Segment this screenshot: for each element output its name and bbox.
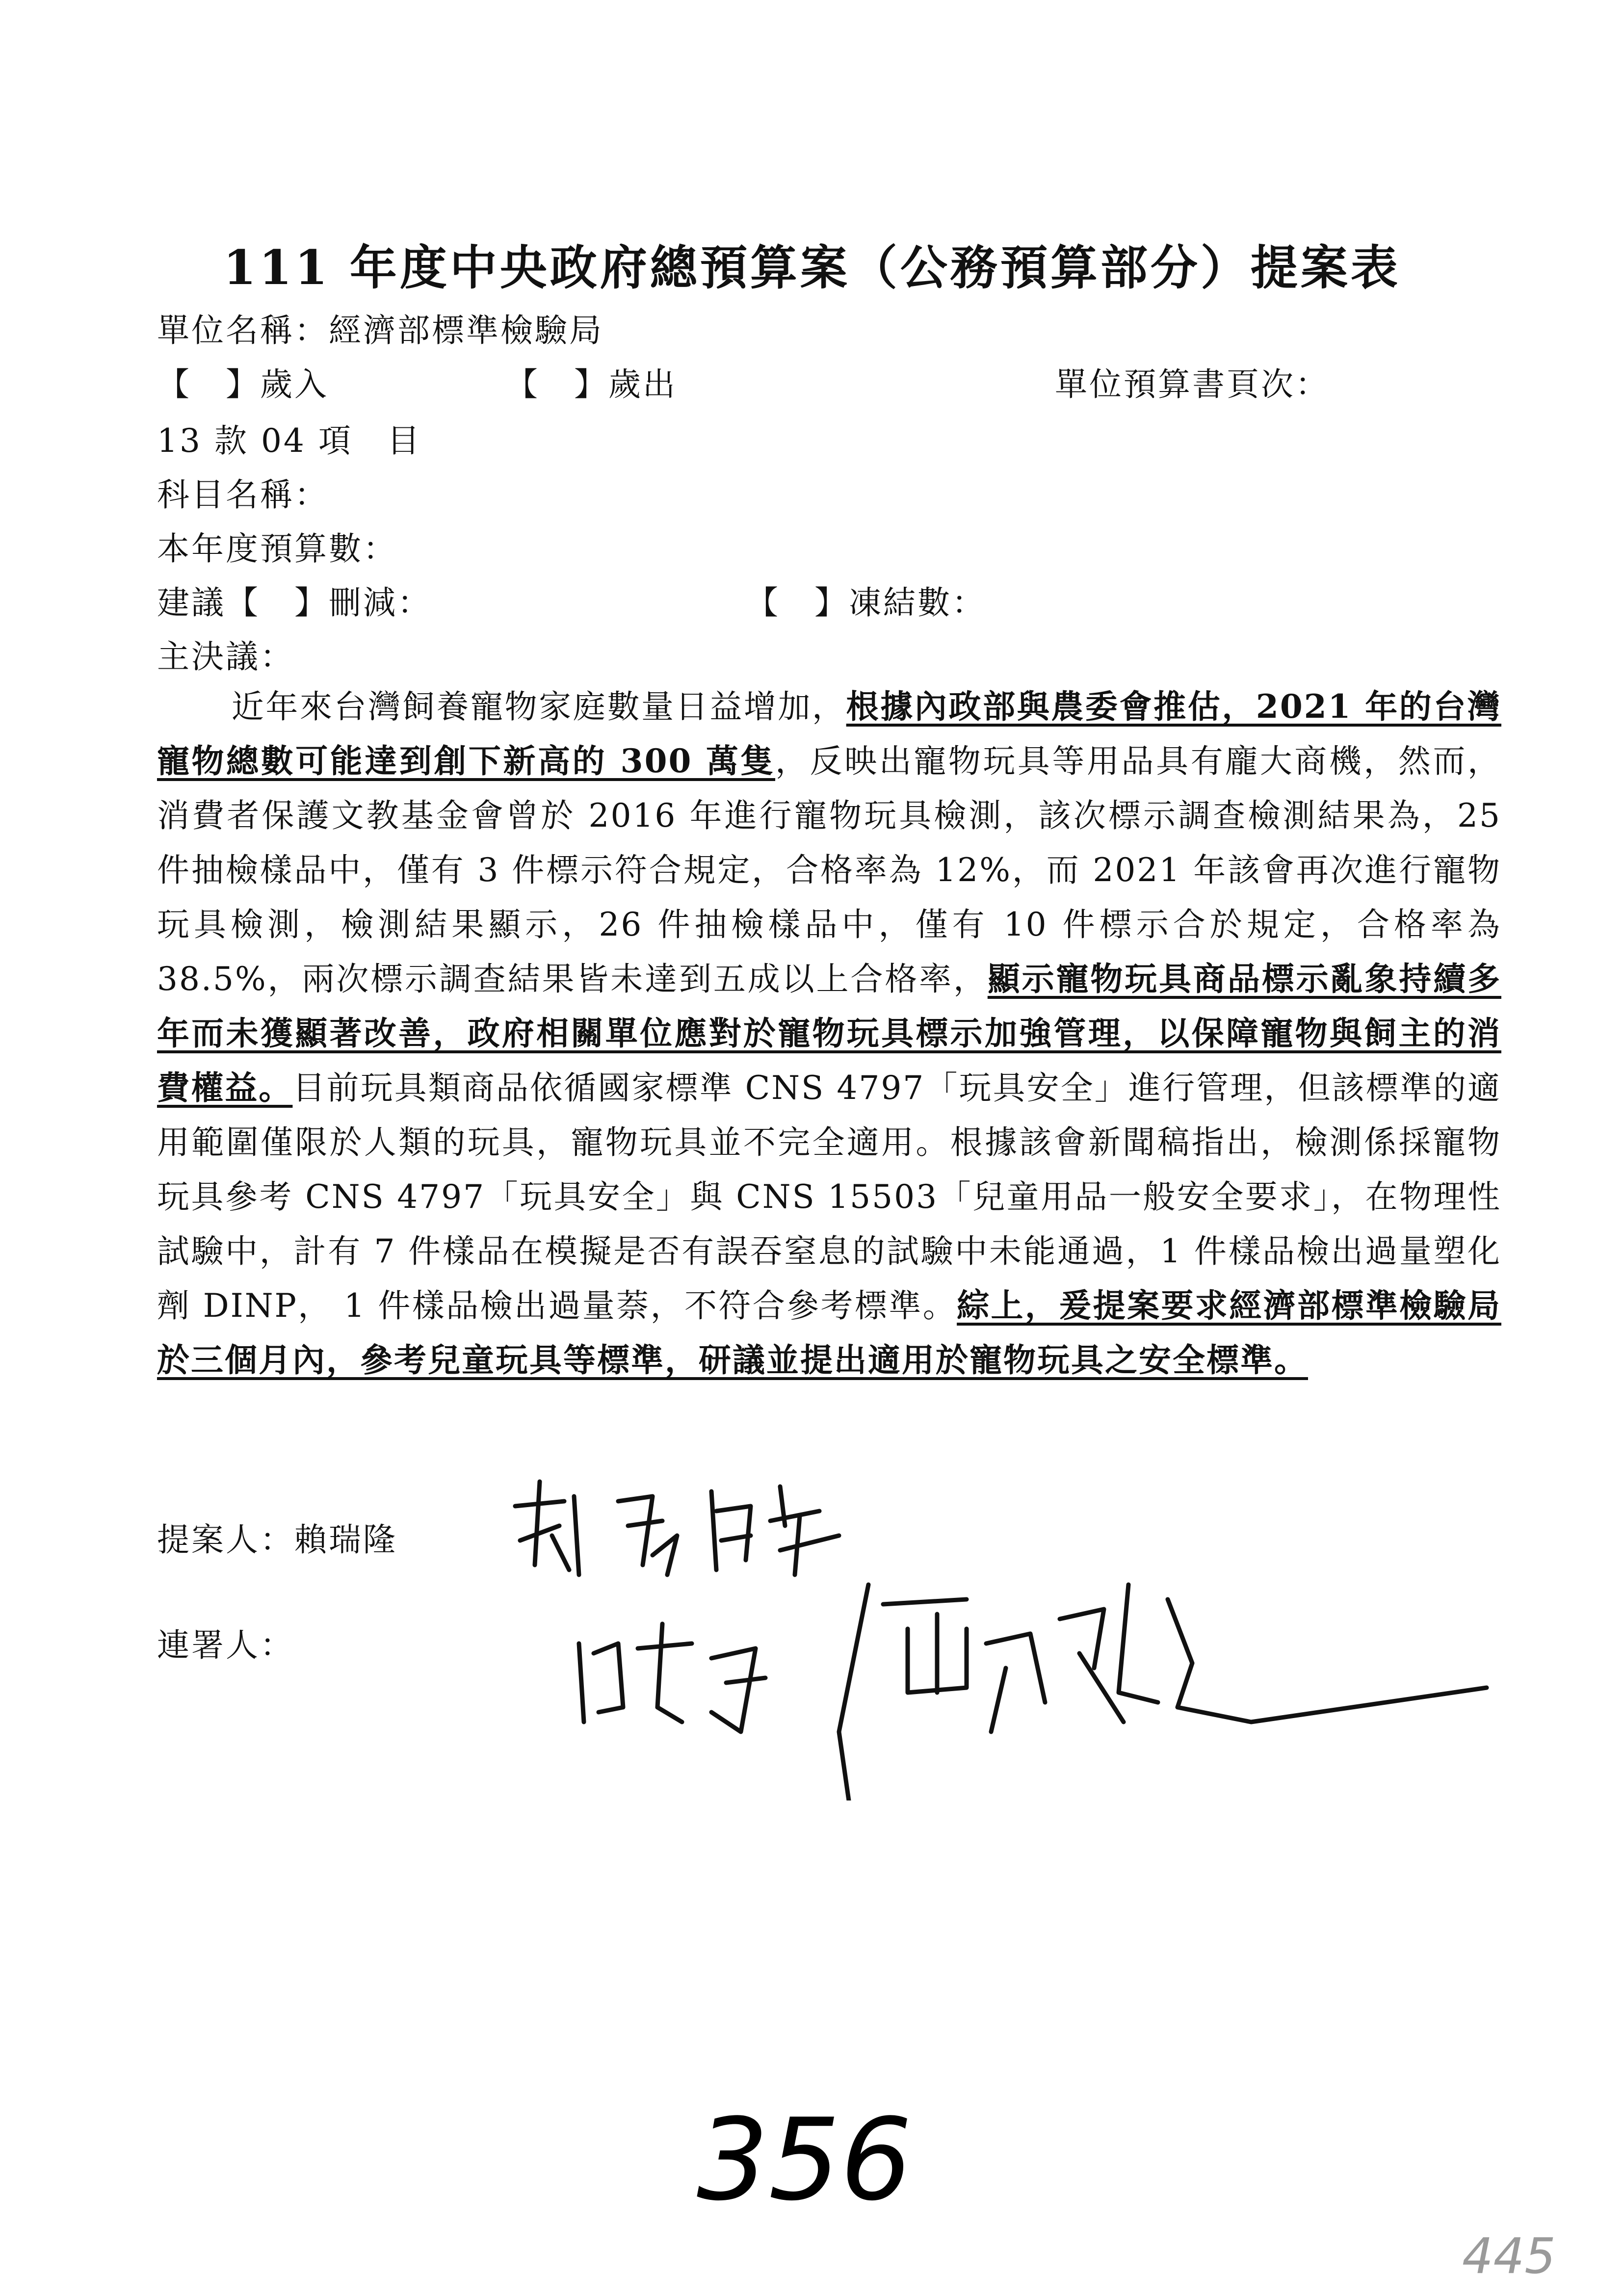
item-line: 13 款 04 項 目 — [157, 422, 421, 460]
expense-checkbox-label: 【 】歲出 — [505, 365, 677, 403]
cosigner-label: 連署人： — [157, 1626, 294, 1664]
resolution-highlight-2: 顯示寵物玩具商品標示亂象持續多年而未獲顯著改善，政府相關單位應對於寵物玩具標示加強管理，以保障寵物與飼主的消費權益。 — [157, 960, 1501, 1107]
page-number-secondary: 445 — [1462, 2227, 1556, 2285]
unit-name: 單位名稱：經濟部標準檢驗局 — [157, 312, 603, 349]
freeze-label: 【 】凍結數： — [746, 584, 986, 622]
suggest-cut-label: 建議【 】刪減： — [157, 584, 432, 622]
budget-amount-label: 本年度預算數： — [157, 530, 397, 568]
resolution-seg1: 近年來台灣飼養寵物家庭數量日益增加， — [231, 688, 846, 726]
resolution-seg3: ，反映出寵物玩具等用品具有龐大商機，然而，消費者保護文教基金會曾於 2016 年進行寵物玩具檢測，該次標示調查檢測結果為，25 件抽檢樣品中，僅有 3 件標示符合規定，合格率為 12%，而 2021 年該會再次進行寵物玩具檢測，檢測結果顯示，26 件抽檢樣品中，僅有 10 件標示合於規定，合格率為 38.5%，兩次標示調查結果皆未達到五成以上合格率， — [157, 742, 1502, 998]
resolution-seg5: 目前玩具類商品依循國家標準 CNS 4797「玩具安全」進行管理，但該標準的適用範圍僅限於人類的玩具，寵物玩具並不完全適用。根據該會新聞稿指出，檢測係採寵物玩具參考 CNS 4797「玩具安全」與 CNS 15503「兒童用品一般安全要求」，在物理性試驗中，計有 7 件樣品在模擬是否有誤吞窒息的試驗中未能通過，1 件樣品檢出過量塑化劑 DINP， 1 件樣品檢出過量萘，不符合參考標準。 — [157, 1069, 1502, 1325]
income-checkbox-label: 【 】歲入 — [157, 365, 329, 403]
resolution-label: 主決議： — [157, 638, 294, 676]
proposer-label: 提案人：賴瑞隆 — [157, 1521, 397, 1559]
page-number: 356 — [697, 2095, 912, 2226]
resolution-text — [157, 679, 1501, 1387]
cosigner-signatures — [564, 1545, 1506, 1800]
budget-page-label: 單位預算書頁次： — [1055, 365, 1330, 403]
resolution-highlight-1: 根據內政部與農委會推估，2021 年的台灣寵物總數可能達到創下新高的 300 萬隻 — [157, 687, 1502, 780]
page-title: 111 年度中央政府總預算案（公務預算部分）提案表 — [223, 240, 1401, 295]
subject-label: 科目名稱： — [157, 476, 329, 514]
resolution-highlight-3: 綜上，爰提案要求經濟部標準檢驗局於三個月內，參考兒童玩具等標準，研議並提出適用於寵物玩具之安全標準。 — [157, 1286, 1501, 1379]
